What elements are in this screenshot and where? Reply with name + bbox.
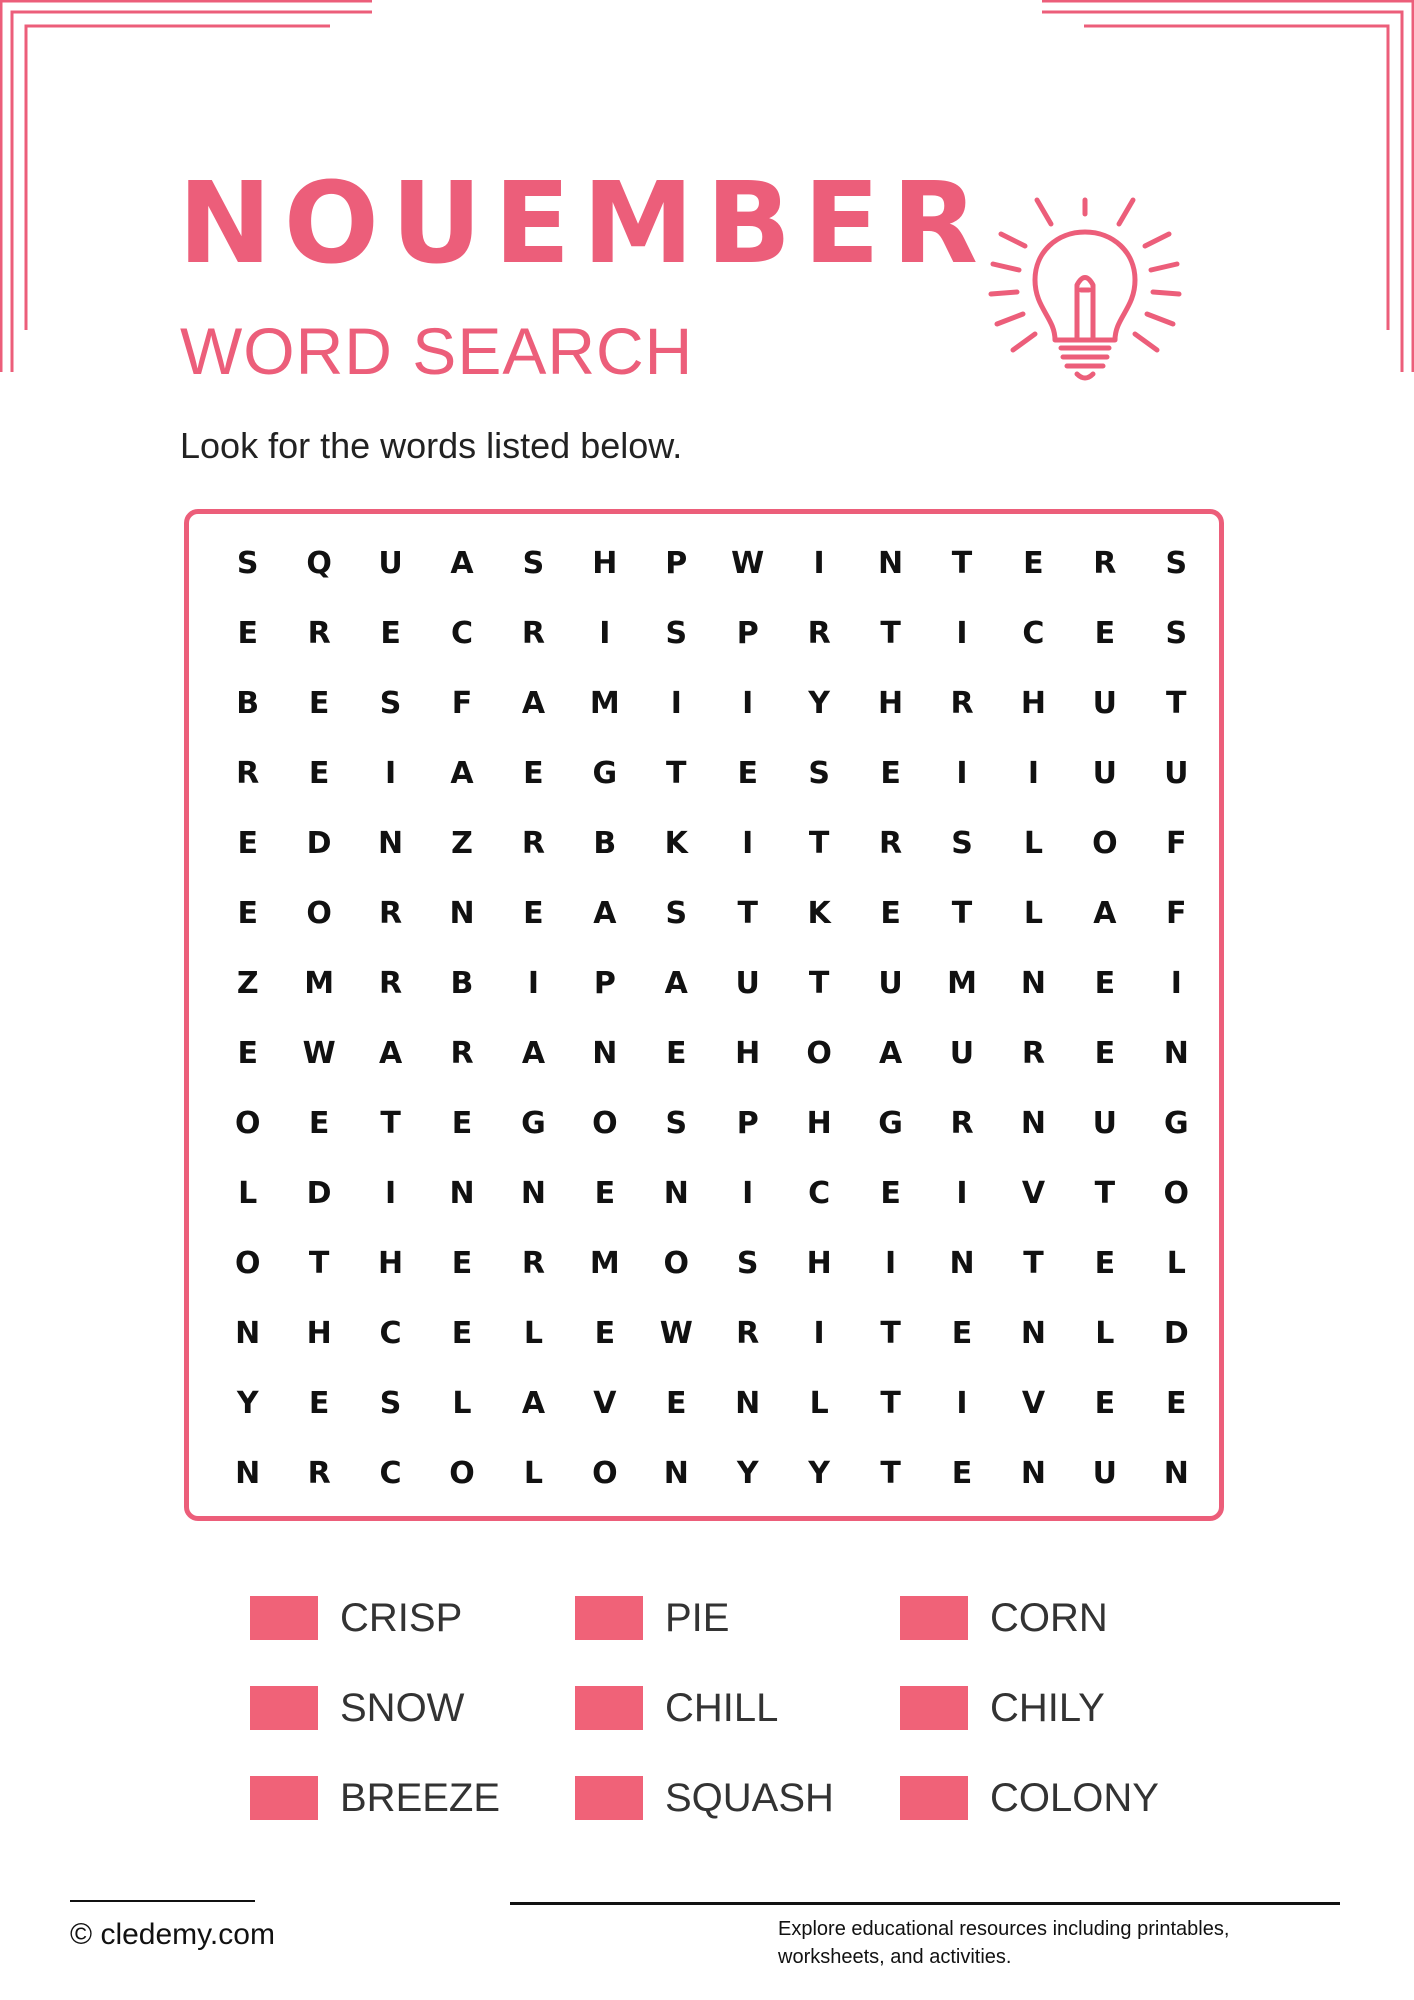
grid-cell: Z <box>451 825 473 861</box>
grid-cell: U <box>878 965 903 1001</box>
grid-cell: V <box>1021 1385 1046 1421</box>
grid-cell: E <box>594 1315 616 1351</box>
grid-cell: F <box>451 685 473 721</box>
grid-cell: E <box>237 615 258 651</box>
grid-cell: F <box>1166 825 1187 861</box>
grid-cell: E <box>1094 615 1116 651</box>
grid-cell: R <box>521 615 545 651</box>
grid-cell: W <box>302 1035 336 1071</box>
word-label: SNOW <box>340 1686 465 1730</box>
footer-brand: © cledemy.com <box>70 1918 275 1951</box>
grid-cell: T <box>308 1245 330 1281</box>
grid-cell: R <box>950 685 974 721</box>
grid-cell: C <box>379 1315 402 1351</box>
grid-cell: I <box>813 545 825 581</box>
grid-cell: R <box>307 615 331 651</box>
grid-cell: S <box>379 1385 402 1421</box>
grid-cell: R <box>521 825 545 861</box>
grid-cell: L <box>452 1385 472 1421</box>
grid-cell: G <box>1163 1105 1189 1141</box>
grid-cell: B <box>236 685 260 721</box>
grid-cell: M <box>947 965 977 1001</box>
grid-cell: R <box>450 1035 474 1071</box>
grid-cell: I <box>527 965 539 1001</box>
grid-cell: H <box>1020 685 1046 721</box>
instructions: Look for the words listed below. <box>180 425 683 466</box>
grid-cell: I <box>742 685 754 721</box>
grid-cell: E <box>880 895 901 931</box>
grid-cell: O <box>449 1455 475 1491</box>
grid-cell: A <box>1093 895 1117 931</box>
grid-cell: T <box>1166 685 1187 721</box>
grid-cell: O <box>663 1245 690 1281</box>
grid-cell: S <box>1165 545 1188 581</box>
grid-cell: E <box>666 1385 687 1421</box>
grid-cell: E <box>1023 545 1044 581</box>
grid-cell: T <box>951 545 973 581</box>
grid-cell: E <box>951 1455 973 1491</box>
grid-cell: O <box>806 1035 832 1071</box>
grid-cell: E <box>1094 965 1116 1001</box>
grid-cell: N <box>663 1175 689 1211</box>
grid-cell: A <box>593 895 617 931</box>
grid-cell: U <box>735 965 760 1001</box>
grid-cell: E <box>380 615 401 651</box>
grid-cell: R <box>950 1105 974 1141</box>
grid-cell: Y <box>736 1455 759 1491</box>
word-label: PIE <box>665 1596 730 1640</box>
grid-cell: P <box>665 545 688 581</box>
word-list-item <box>900 1596 1210 1686</box>
grid-cell: P <box>736 615 759 651</box>
grid-cell: M <box>589 1245 620 1281</box>
checkbox-swatch <box>575 1686 643 1730</box>
grid-cell: S <box>1165 615 1188 651</box>
grid-cell: H <box>806 1245 832 1281</box>
grid-cell: E <box>1094 1035 1116 1071</box>
checkbox-swatch <box>900 1686 968 1730</box>
word-search-grid-frame <box>184 509 1224 1521</box>
grid-cell: R <box>1093 545 1117 581</box>
lightbulb-icon <box>985 190 1185 390</box>
grid-cell: T <box>666 755 687 791</box>
grid-cell: I <box>599 615 611 651</box>
word-list <box>250 1596 1210 1856</box>
grid-cell: S <box>951 825 973 861</box>
grid-cell: L <box>1023 895 1043 931</box>
checkbox-swatch <box>900 1776 968 1820</box>
grid-cell: O <box>234 1105 261 1141</box>
grid-cell: S <box>665 895 688 931</box>
grid-cell: R <box>879 825 903 861</box>
grid-cell: E <box>1094 1385 1116 1421</box>
grid-cell: N <box>449 895 475 931</box>
word-label: CRISP <box>340 1596 463 1640</box>
grid-cell: N <box>235 1455 261 1491</box>
grid-cell: O <box>306 895 332 931</box>
grid-cell: E <box>880 755 901 791</box>
grid-cell: I <box>813 1315 825 1351</box>
grid-cell: S <box>665 615 688 651</box>
grid-cell: I <box>956 615 968 651</box>
grid-cell: B <box>450 965 474 1001</box>
grid-cell: E <box>737 755 758 791</box>
grid-cell: E <box>308 685 330 721</box>
grid-cell: N <box>949 1245 975 1281</box>
grid-cell: E <box>666 1035 687 1071</box>
grid-cell: S <box>522 545 545 581</box>
grid-cell: A <box>664 965 688 1001</box>
grid-cell: N <box>1020 965 1046 1001</box>
grid-cell: O <box>234 1245 261 1281</box>
footer-divider <box>510 1902 1340 1905</box>
grid-cell: E <box>1094 1245 1116 1281</box>
grid-cell: C <box>808 1175 831 1211</box>
checkbox-swatch <box>250 1596 318 1640</box>
checkbox-swatch <box>900 1596 968 1640</box>
grid-cell: N <box>520 1175 546 1211</box>
grid-cell: E <box>451 1245 473 1281</box>
grid-cell: A <box>450 755 474 791</box>
grid-cell: I <box>1027 755 1039 791</box>
grid-cell: C <box>379 1455 402 1491</box>
grid-cell: E <box>451 1105 473 1141</box>
grid-cell: Z <box>236 965 259 1001</box>
grid-cell: O <box>592 1455 618 1491</box>
grid-cell: N <box>1020 1315 1046 1351</box>
grid-cell: N <box>1163 1035 1189 1071</box>
footer-divider-left <box>70 1900 255 1902</box>
grid-cell: I <box>742 825 754 861</box>
grid-cell: T <box>951 895 973 931</box>
grid-cell: R <box>379 965 403 1001</box>
checkbox-swatch <box>575 1776 643 1820</box>
grid-cell: M <box>589 685 620 721</box>
grid-cell: U <box>949 1035 975 1071</box>
grid-cell: U <box>1164 755 1189 791</box>
word-label: SQUASH <box>665 1776 834 1820</box>
grid-cell: T <box>808 965 830 1001</box>
grid-cell: Y <box>808 685 830 721</box>
grid-cell: H <box>378 1245 404 1281</box>
grid-cell: N <box>663 1455 689 1491</box>
grid-cell: U <box>1092 755 1118 791</box>
grid-cell: I <box>956 1175 968 1211</box>
word-list-item <box>575 1776 900 1866</box>
grid-cell: L <box>523 1315 543 1351</box>
word-label: CHILY <box>990 1686 1105 1730</box>
grid-cell: T <box>880 615 901 651</box>
grid-cell: S <box>808 755 830 791</box>
grid-cell: A <box>521 1035 546 1071</box>
grid-cell: N <box>235 1315 261 1351</box>
grid-cell: T <box>1094 1175 1116 1211</box>
grid-cell: R <box>379 895 403 931</box>
grid-cell: L <box>1023 825 1043 861</box>
grid-cell: F <box>1166 895 1187 931</box>
word-list-item <box>900 1776 1210 1866</box>
word-list-item <box>575 1686 900 1776</box>
grid-cell: E <box>237 1035 258 1071</box>
grid-cell: O <box>1163 1175 1190 1211</box>
word-list-item <box>900 1686 1210 1776</box>
grid-cell: T <box>380 1105 401 1141</box>
grid-cell: V <box>1021 1175 1046 1211</box>
checkbox-swatch <box>250 1776 318 1820</box>
page-subtitle: WORD SEARCH <box>180 314 694 388</box>
word-list-item <box>250 1596 575 1686</box>
checkbox-swatch <box>575 1596 643 1640</box>
grid-cell: U <box>1092 1105 1118 1141</box>
grid-cell: D <box>1163 1315 1189 1351</box>
grid-cell: E <box>880 1175 901 1211</box>
grid-cell: R <box>236 755 260 791</box>
grid-cell: E <box>237 895 258 931</box>
grid-cell: I <box>884 1245 897 1281</box>
page-title: NOUEMBER <box>178 159 990 289</box>
grid-cell: E <box>951 1315 973 1351</box>
grid-cell: L <box>1095 1315 1115 1351</box>
grid-cell: N <box>449 1175 475 1211</box>
grid-cell: Y <box>808 1455 830 1491</box>
grid-cell: N <box>1163 1455 1189 1491</box>
word-search-grid <box>212 528 1212 1508</box>
grid-cell: E <box>594 1175 616 1211</box>
grid-cell: R <box>307 1455 331 1491</box>
grid-cell: T <box>737 895 758 931</box>
grid-cell: E <box>1166 1385 1187 1421</box>
grid-cell: T <box>880 1385 901 1421</box>
grid-cell: H <box>806 1105 832 1141</box>
grid-cell: T <box>880 1455 901 1491</box>
word-list-item <box>250 1776 575 1866</box>
grid-cell: S <box>665 1105 688 1141</box>
grid-cell: I <box>742 1175 754 1211</box>
grid-cell: Q <box>306 545 332 581</box>
grid-cell: U <box>1092 1455 1118 1491</box>
grid-cell: H <box>735 1035 761 1071</box>
footer-tagline: Explore educational resources including printables, worksheets, and activities. <box>778 1918 1230 1968</box>
grid-cell: P <box>736 1105 759 1141</box>
word-list-item <box>575 1596 900 1686</box>
grid-cell: E <box>308 1105 330 1141</box>
word-label: BREEZE <box>340 1776 501 1820</box>
grid-cell: N <box>735 1385 761 1421</box>
grid-cell: I <box>956 1385 968 1421</box>
grid-cell: C <box>450 615 473 651</box>
grid-cell: U <box>378 545 403 581</box>
grid-cell: S <box>379 685 402 721</box>
grid-cell: S <box>736 1245 759 1281</box>
grid-cell: T <box>808 825 830 861</box>
grid-cell: P <box>593 965 616 1001</box>
grid-cell: I <box>670 685 682 721</box>
grid-cell: D <box>306 1175 332 1211</box>
grid-cell: A <box>878 1035 903 1071</box>
grid-cell: I <box>956 755 968 791</box>
grid-cell: L <box>1166 1245 1186 1281</box>
grid-cell: E <box>308 1385 330 1421</box>
word-label: CHILL <box>665 1686 779 1730</box>
grid-cell: H <box>878 685 904 721</box>
grid-cell: B <box>593 825 617 861</box>
grid-cell: N <box>1020 1105 1046 1141</box>
grid-cell: G <box>592 755 618 791</box>
grid-cell: A <box>521 1385 546 1421</box>
grid-cell: H <box>306 1315 332 1351</box>
grid-cell: R <box>807 615 831 651</box>
grid-cell: N <box>378 825 404 861</box>
grid-cell: U <box>1092 685 1118 721</box>
grid-cell: D <box>306 825 332 861</box>
grid-cell: G <box>521 1105 546 1141</box>
grid-cell: A <box>378 1035 403 1071</box>
word-list-item <box>250 1686 575 1776</box>
grid-cell: E <box>523 895 544 931</box>
grid-cell: K <box>807 895 831 931</box>
grid-cell: T <box>1023 1245 1044 1281</box>
grid-cell: G <box>878 1105 903 1141</box>
grid-cell: Y <box>236 1385 259 1421</box>
grid-cell: E <box>237 825 258 861</box>
grid-cell: H <box>592 545 618 581</box>
grid-cell: V <box>593 1385 617 1421</box>
checkbox-swatch <box>250 1686 318 1730</box>
word-label: COLONY <box>990 1776 1159 1820</box>
grid-cell: C <box>1022 615 1045 651</box>
grid-cell: I <box>1170 965 1182 1001</box>
grid-cell: E <box>451 1315 473 1351</box>
grid-cell: K <box>664 825 688 861</box>
grid-cell: R <box>736 1315 760 1351</box>
grid-cell: T <box>880 1315 901 1351</box>
grid-cell: W <box>659 1315 693 1351</box>
grid-cell: L <box>809 1385 829 1421</box>
grid-cell: L <box>238 1175 258 1211</box>
grid-cell: W <box>731 545 765 581</box>
grid-cell: O <box>1092 825 1118 861</box>
grid-cell: S <box>236 545 259 581</box>
grid-cell: R <box>1021 1035 1045 1071</box>
grid-cell: N <box>592 1035 618 1071</box>
grid-cell: E <box>523 755 544 791</box>
grid-cell: N <box>1020 1455 1046 1491</box>
grid-cell: A <box>521 685 546 721</box>
grid-cell: R <box>521 1245 545 1281</box>
grid-cell: I <box>384 1175 397 1211</box>
grid-cell: E <box>308 755 330 791</box>
grid-cell: N <box>878 545 904 581</box>
grid-cell: I <box>384 755 397 791</box>
grid-cell: O <box>592 1105 618 1141</box>
grid-cell: A <box>450 545 474 581</box>
grid-cell: M <box>304 965 335 1001</box>
grid-cell: L <box>523 1455 543 1491</box>
word-label: CORN <box>990 1596 1108 1640</box>
